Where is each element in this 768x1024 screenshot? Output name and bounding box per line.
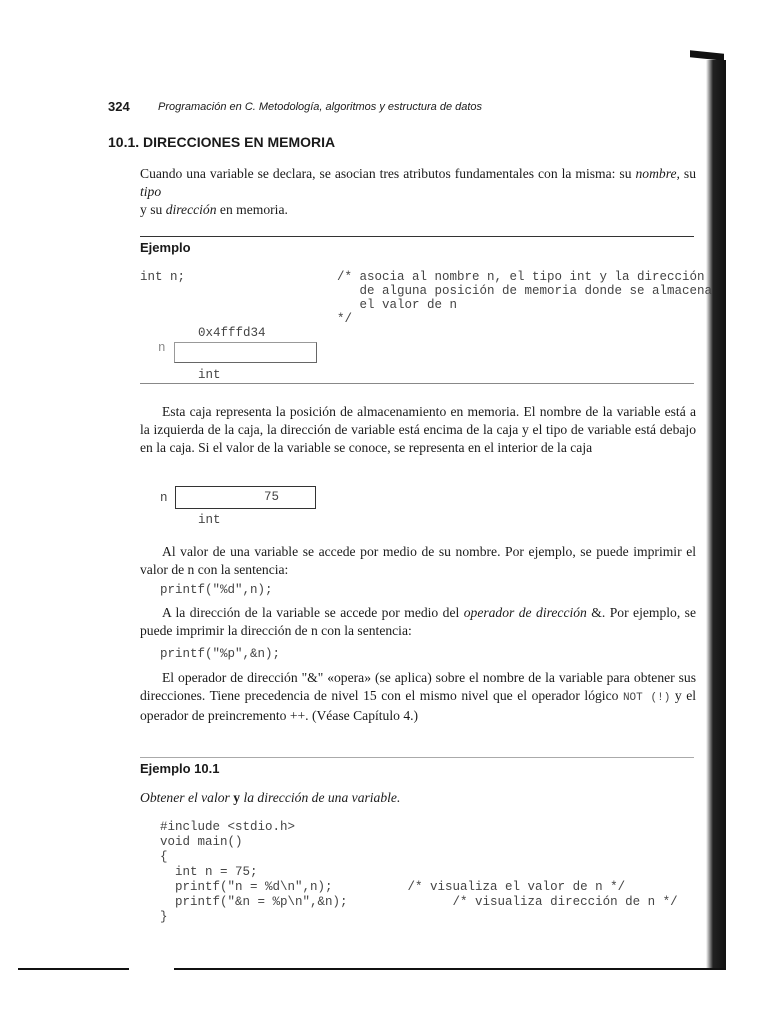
variable-name-2: n — [160, 491, 168, 505]
value-paragraph: Al valor de una variable se accede por medio de su nombre. Por ejemplo, se puede imprimir el valor de n con la sentencia: — [140, 544, 696, 577]
operator-paragraph: El operador de dirección "&" «opera» (se aplica) sobre el nombre de la variable para obtener sus direcciones. Tiene precedencia de nivel 15 con el mismo nivel que el operador lógico NOT (!) y el operador de preincremento ++. (Véase Capítulo 4.) — [140, 670, 697, 723]
printf-value-statement: printf("%d",n); — [160, 583, 273, 597]
page-edge-shadow — [706, 60, 726, 970]
example-top-rule — [140, 236, 694, 237]
code-line: printf("n = %d\n",n); /* visualiza el valor de n */ — [160, 880, 626, 894]
intro-paragraph: Cuando una variable se declara, se asocian tres atributos fundamentales con la misma: su nombre, su tipo y su dirección en memoria. — [140, 166, 696, 217]
example2-code-block — [160, 820, 678, 925]
example2-heading: Ejemplo 10.1 — [140, 761, 220, 776]
memory-box — [174, 342, 317, 363]
running-title: Programación en C. Metodología, algoritmos y estructura de datos — [158, 101, 483, 113]
example2-top-rule — [140, 757, 694, 758]
example-bottom-rule — [140, 383, 694, 384]
type-label-2: int — [198, 513, 221, 527]
type-label: int — [198, 368, 221, 382]
code-line: printf("&n = %p\n",&n); /* visualiza dirección de n */ — [160, 895, 678, 909]
box-value: 75 — [264, 490, 280, 504]
box-explanation: Esta caja representa la posición de almacenamiento en memoria. El nombre de la variable está a la izquierda de la caja, la dirección de variable está encima de la caja y el tipo de variable está debajo en la caja. Si el valor de la variable se conoce, se representa en el interior de la caja — [140, 404, 696, 455]
memory-box-with-value — [175, 486, 316, 509]
code-line: int n = 75; — [160, 865, 258, 879]
printf-address-statement: printf("%p",&n); — [160, 647, 281, 661]
example2-subtitle: Obtener el valor y la dirección de una variable. — [140, 790, 401, 805]
footer-rule-right — [174, 968, 726, 970]
footer-rule-left — [18, 968, 129, 970]
section-title: 10.1. DIRECCIONES EN MEMORIA — [108, 134, 336, 150]
address-paragraph: A la dirección de la variable se accede por medio del operador de dirección &. Por ejemplo, se puede imprimir la dirección de n con la sentencia: — [140, 605, 696, 638]
code-line: #include <stdio.h> — [160, 820, 296, 834]
code-line: } — [160, 910, 168, 924]
memory-address: 0x4fffd34 — [198, 326, 266, 340]
page-number: 324 — [108, 99, 130, 114]
example-comment: /* asocia al nombre n, el tipo int y la dirección de alguna posición de memoria donde se almacena el valor de n */ — [337, 270, 713, 326]
example-declaration: int n; — [140, 270, 186, 284]
variable-name: n — [158, 341, 166, 355]
code-line: void main() — [160, 835, 243, 849]
code-line: { — [160, 850, 168, 864]
example-heading: Ejemplo — [140, 240, 191, 255]
